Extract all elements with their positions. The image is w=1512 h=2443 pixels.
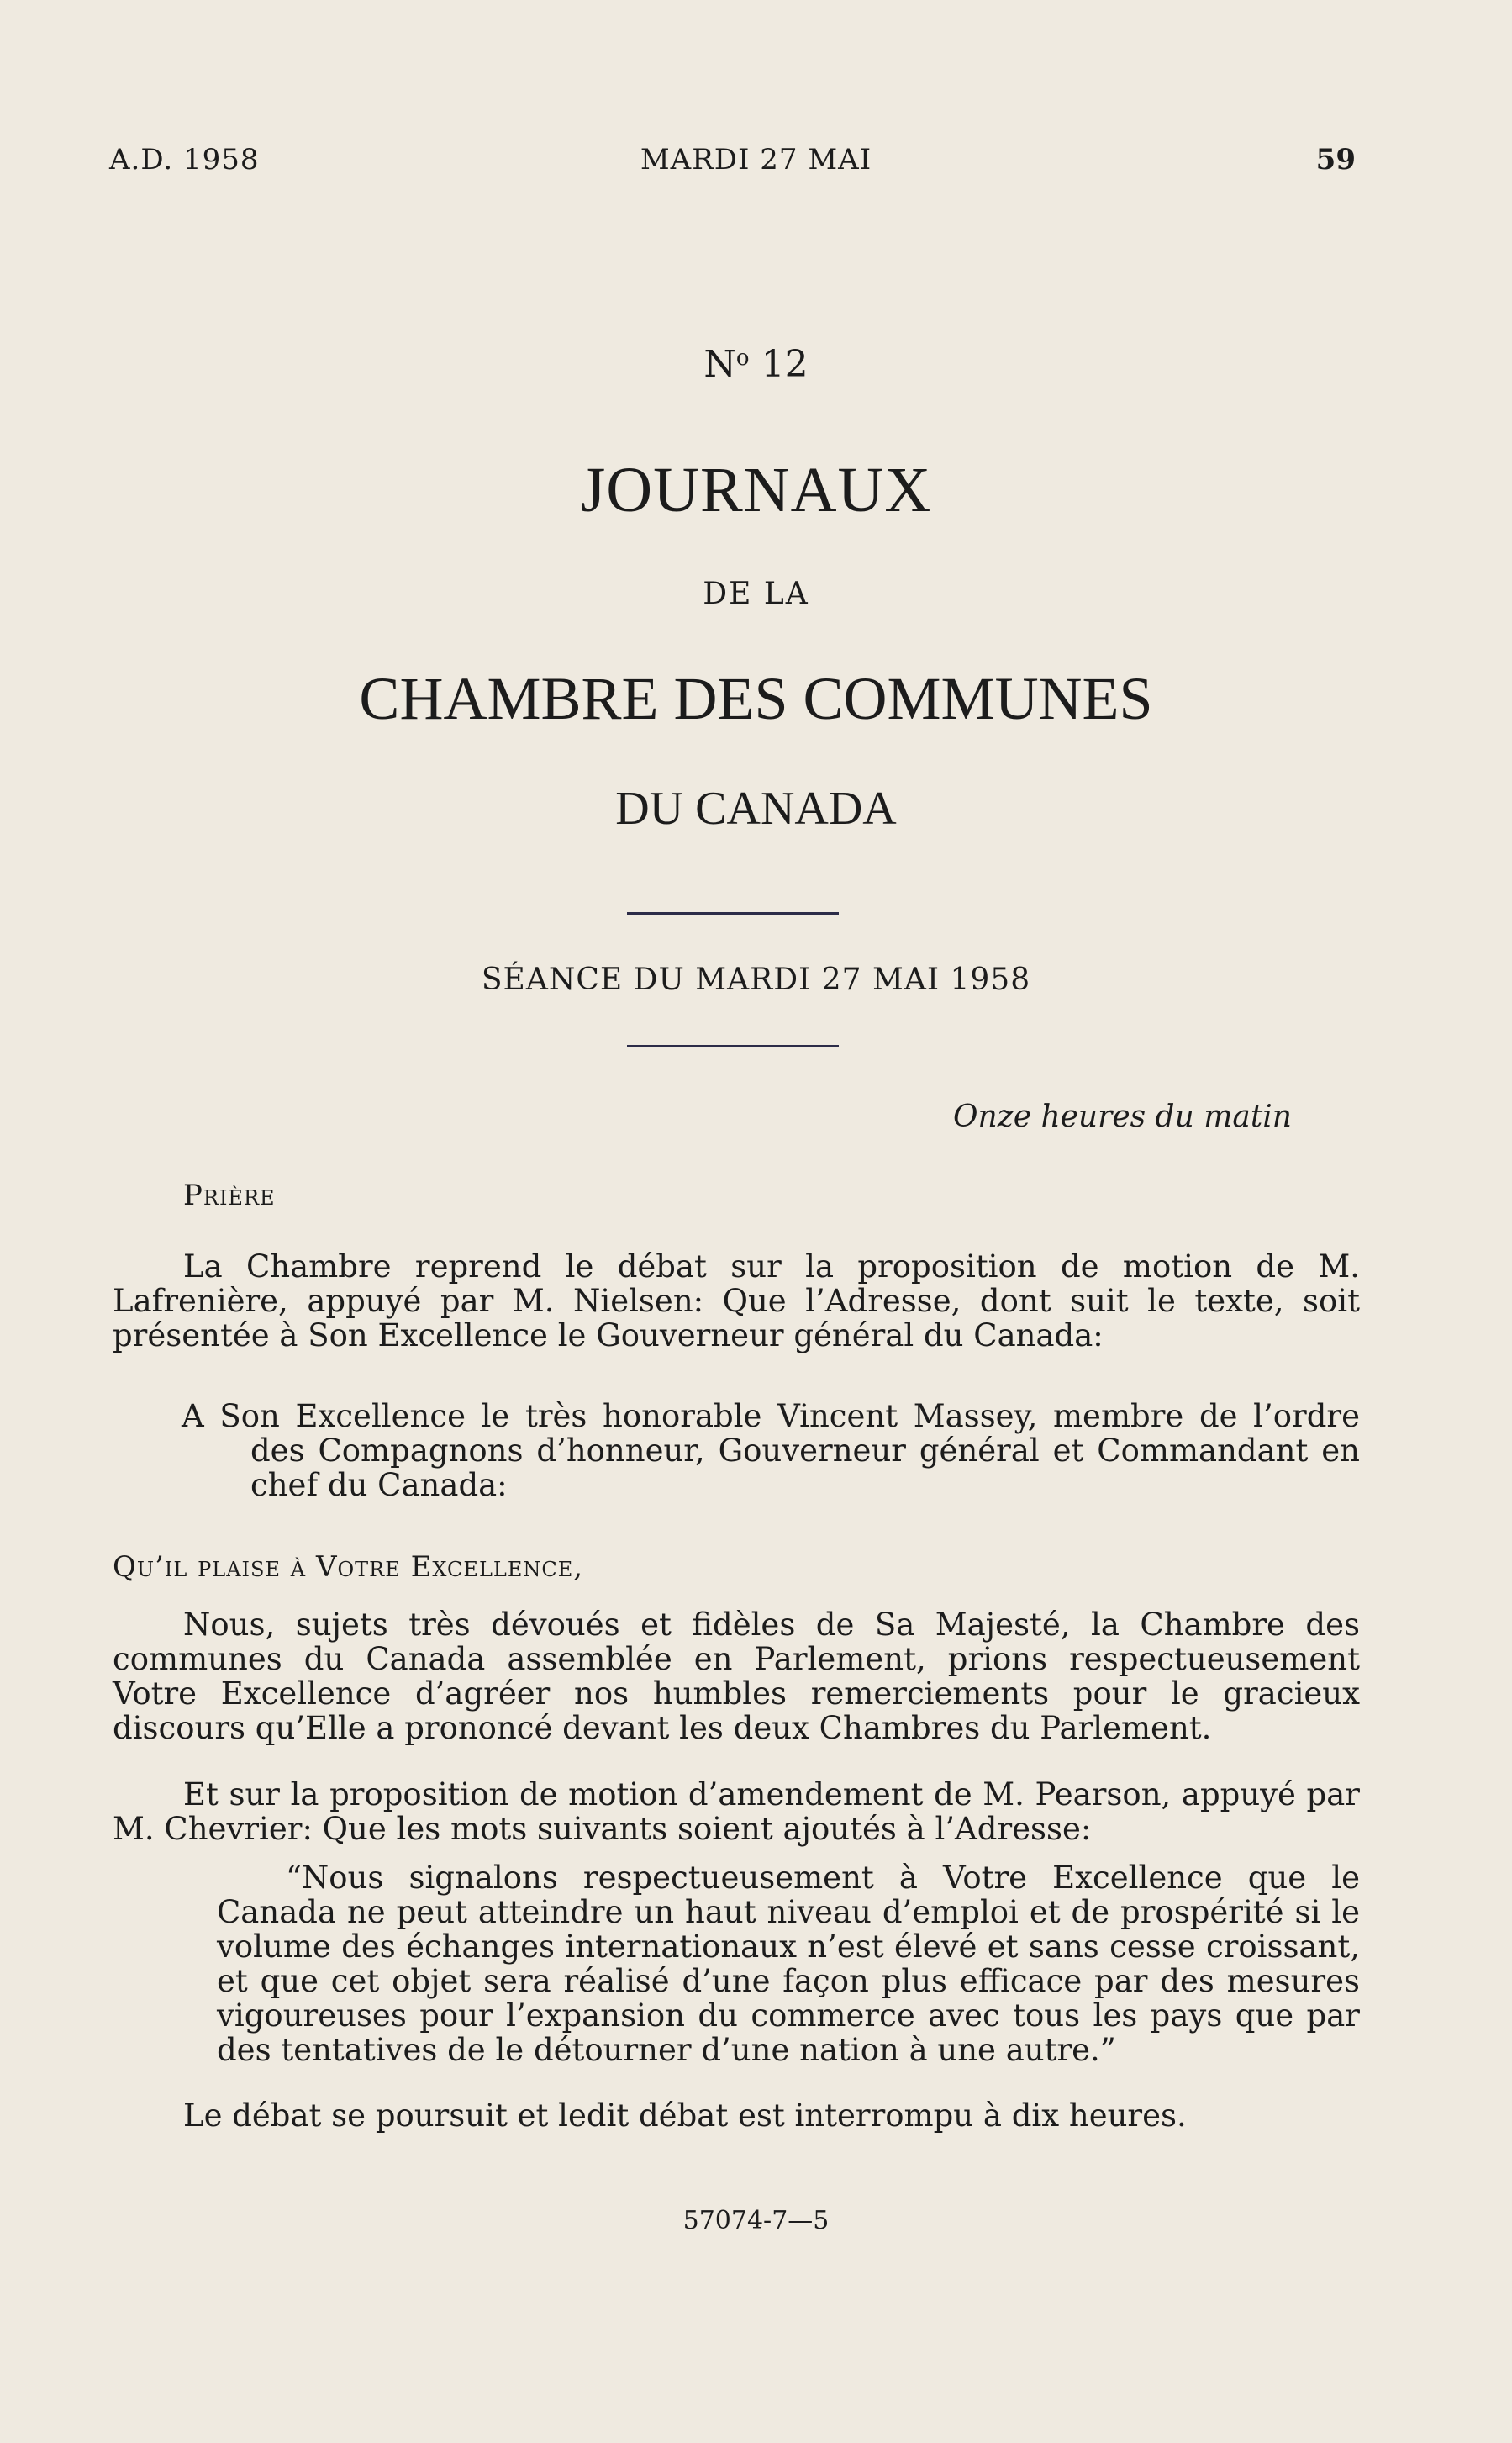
paragraph-adjourned: Le débat se poursuit et ledit débat est interrompu à dix heures. [183, 2097, 1187, 2134]
issue-number-value: 12 [761, 343, 809, 386]
sitting-title: SÉANCE DU MARDI 27 MAI 1958 [481, 963, 1031, 997]
sitting-time: Onze heures du matin [953, 1100, 1292, 1134]
page-number: 59 [1315, 143, 1356, 177]
paragraph-thanks: Nous, sujets très dévoués et fidèles de Sa Majesté, la Chambre des communes du Canada assemblée en Parlement, prions respectueusement Votre Excellence d’agréer nos humbles remerciements pour le gracieux discours qu’Elle a prononcé devant les deux Chambres du Parlement. [113, 1607, 1360, 1746]
divider-top [627, 912, 839, 915]
chamber-title: CHAMBRE DES COMMUNES [359, 665, 1153, 732]
paragraph-amendment: Et sur la proposition de motion d’amendement de M. Pearson, appuyé par M. Chevrier: Que les mots suivants soient ajoutés à l’Adresse: [113, 1776, 1360, 1847]
print-code: 57074-7—5 [682, 2206, 830, 2235]
paragraph-debate: La Chambre reprend le débat sur la proposition de motion de M. Lafrenière, appuyé par M. Nielsen: Que l’Adresse, dont suit le texte, soit présentée à Son Excellence le Gouverneur général du Canada: [113, 1248, 1360, 1353]
issue-number [0, 343, 1512, 386]
salutation: Qu’il plaise à Votre Excellence, [113, 1550, 584, 1584]
prayer-heading: Prière [183, 1179, 276, 1212]
issue-number-sup: o [735, 346, 750, 371]
country-title: DU CANADA [615, 783, 897, 835]
running-head-year: A.D. 1958 [109, 143, 260, 177]
divider-bottom [627, 1045, 839, 1047]
issue-number-prefix: N [703, 343, 736, 386]
title-de-la: DE LA [703, 577, 809, 611]
paragraph-address: A Son Excellence le très honorable Vincent Massey, membre de l’ordre des Compagnons d’honneur, Gouverneur général et Commandant en chef du Canada: [182, 1398, 1360, 1503]
quote-amendment: “Nous signalons respectueusement à Votre Excellence que le Canada ne peut atteindre un haut niveau d’emploi et de prospérité si le volume des échanges internationaux n’est élevé et sans cesse croissant, et que cet objet sera réalisé d’une façon plus efficace par des mesures vigoureuses pour l’expansion du commerce avec tous les pays que par des tentatives de le détourner d’une nation à une autre.” [217, 1860, 1360, 2068]
page-title: JOURNAUX [580, 455, 932, 525]
running-head-date: MARDI 27 MAI [640, 143, 872, 177]
